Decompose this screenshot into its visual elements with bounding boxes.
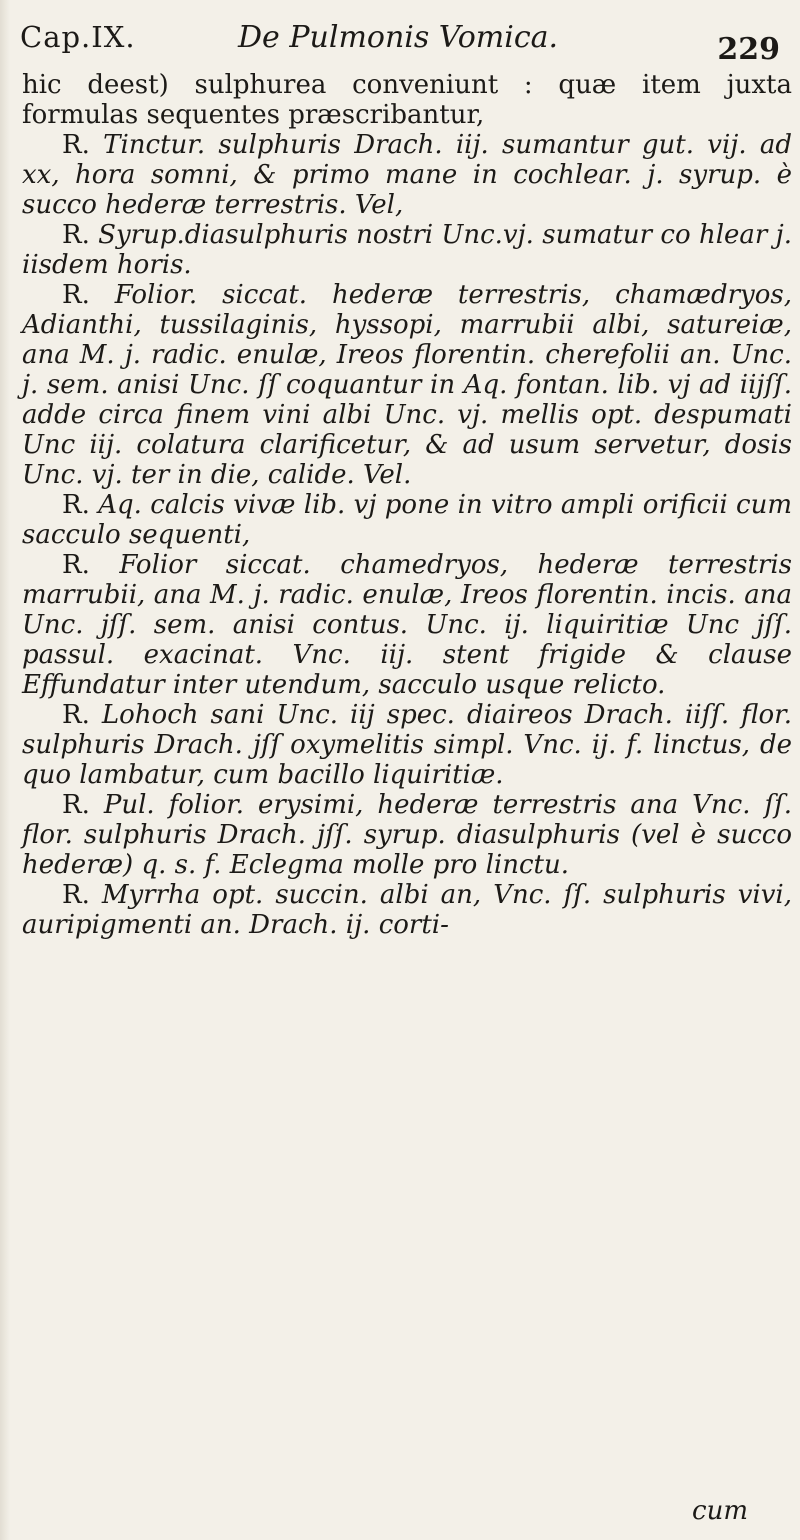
recipe-text: Folior. siccat. hederæ terrestris, chamædryos, Adianthi, tussilaginis, hyssopi, marrubii albi, satureiæ, ana M. j. radic. enulæ, Ireos florentin. cherefolii an. Unc. j. sem. anisi Unc. ſſ coquantur in Aq. fontan. lib. vj ad iijſſ. adde circa finem vini albi Unc. vj. mellis opt. despumati Unc iij. colatura clarificetur, & ad usum servetur, dosis Unc. vj. ter in die, calide. Vel. xyxy=(22,280,792,490)
recipe-paragraph xyxy=(22,130,792,220)
recipe-text: Aq. calcis vivæ lib. vj pone in vitro ampli orificii cum sacculo sequenti, xyxy=(22,490,792,550)
recipe-symbol: R. xyxy=(62,130,90,160)
recipe-symbol: R. xyxy=(62,550,90,580)
recipe-symbol: R. xyxy=(62,880,90,910)
catchword: cum xyxy=(692,1496,748,1526)
recipe-text: Pul. folior. erysimi, hederæ terrestris ana Vnc. ſſ. flor. sulphuris Drach. jſſ. syrup. diasulphuris (vel è succo hederæ) q. s. f. Eclegma molle pro linctu. xyxy=(22,790,793,880)
recipe-symbol: R. xyxy=(62,790,90,820)
recipe-paragraph xyxy=(22,280,792,490)
recipe-paragraph xyxy=(22,700,792,790)
recipe-symbol: R. xyxy=(62,220,90,250)
chapter-label: Cap.IX. xyxy=(20,20,136,54)
recipe-paragraph xyxy=(22,790,792,880)
running-title: De Pulmonis Vomica. xyxy=(238,20,559,55)
page-number: 229 xyxy=(717,32,780,67)
running-header xyxy=(14,14,790,67)
recipe-text: Syrup.diasulphuris nostri Unc.vj. sumatur co hlear j. iisdem horis. xyxy=(22,220,793,280)
recipe-symbol: R. xyxy=(62,700,90,730)
intro-paragraph: hic deest) sulphurea conveniunt : quæ item juxta formulas sequentes præscribantur, xyxy=(22,70,792,130)
recipe-text: Folior siccat. chamedryos, hederæ terrestris marrubii, ana M. j. radic. enulæ, Ireos florentin. incis. ana Unc. jſſ. sem. anisi contus. Unc. ij. liquiritiæ Unc jſſ. passul. exacinat. Vnc. iij. stent frigide & clause Effundatur inter utendum, sacculo usque relicto. xyxy=(22,550,792,700)
recipe-paragraph xyxy=(22,490,792,550)
recipe-text: Tinctur. sulphuris Drach. iij. sumantur gut. vij. ad xx, hora somni, & primo mane in cochlear. j. syrup. è succo hederæ terrestris. Vel, xyxy=(22,130,793,220)
recipe-text: Lohoch sani Unc. iij spec. diaireos Drach. iiſſ. flor. sulphuris Drach. jſſ oxymelitis simpl. Vnc. ij. f. linctus, de quo lambatur, cum bacillo liquiritiæ. xyxy=(22,700,792,790)
page-body xyxy=(22,70,792,940)
recipe-text: Myrrha opt. succin. albi an, Vnc. ſſ. sulphuris vivi, auripigmenti an. Drach. ij. corti- xyxy=(22,880,793,940)
recipe-paragraph xyxy=(22,220,792,280)
recipe-paragraph xyxy=(22,550,792,700)
recipe-symbol: R. xyxy=(62,490,90,520)
recipe-symbol: R. xyxy=(62,280,90,310)
recipe-paragraph xyxy=(22,880,792,940)
